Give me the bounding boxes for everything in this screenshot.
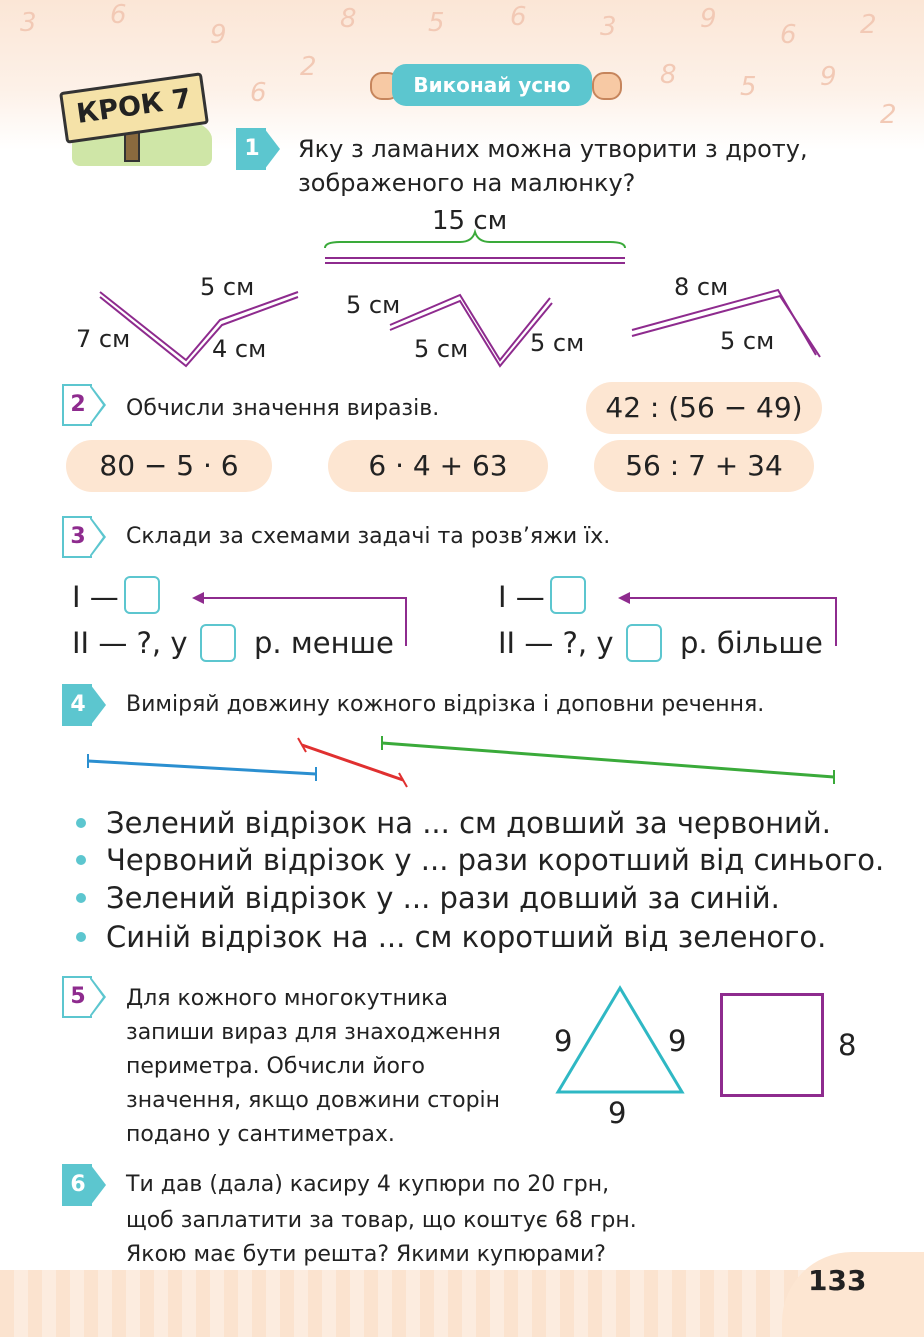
deco-digit: 8 [660,60,677,90]
task2-text: Обчисли значення виразів. [126,396,440,421]
segment-length: 8 см [674,273,729,301]
scheme-arrow [614,586,840,656]
scheme-row1-label: І — [498,580,545,614]
expression-pill: 6 · 4 + 63 [328,440,548,492]
deco-digit: 5 [740,72,757,102]
task-number-badge [62,1164,106,1206]
bullet-icon [76,893,86,903]
deco-digit: 6 [510,2,527,32]
answer-box[interactable] [124,576,160,614]
task6-text-line: Якою має бути решта? Якими купюрами? [126,1242,606,1267]
task-number: 2 [70,392,86,417]
deco-digit: 9 [210,20,227,50]
task5-text-line: подано у сантиметрах. [126,1122,395,1147]
scheme-row2-suffix: р. більше [680,626,823,660]
green-segment [382,743,834,777]
segments-figure [80,730,850,800]
expression-pill: 80 − 5 · 6 [66,440,272,492]
answer-box[interactable] [550,576,586,614]
step-label: КРОК 7 [59,72,209,144]
deco-digit: 2 [880,100,897,130]
scheme-row2-label: ІІ — ?, у [498,626,614,660]
scheme-row2-suffix: р. менше [254,626,394,660]
section-title: Виконай усно [392,64,592,106]
sentence-item: Зелений відрізок у ... рази довший за синій. [106,881,780,915]
triangle-side-label: 9 [608,1096,627,1130]
bullet-icon [76,855,86,865]
segment-length: 5 см [720,327,775,355]
expression-pill: 42 : (56 − 49) [586,382,822,434]
deco-digit: 6 [780,20,797,50]
segment-length: 5 см [414,335,469,363]
task-number: 4 [70,692,86,717]
blue-segment [88,761,316,774]
deco-digit: 8 [340,4,357,34]
deco-digit: 6 [250,78,267,108]
task5-text-line: запиши вираз для знаходження [126,1020,501,1045]
deco-digit: 3 [600,12,617,42]
pointing-hand-icon [592,72,622,100]
task-number-badge [236,128,280,170]
square-side-label: 8 [838,1028,857,1062]
deco-digit: 9 [820,62,837,92]
segment-length: 7 см [76,325,131,353]
task5-text-line: Для кожного многокутника [126,986,448,1011]
task-number: 3 [70,524,86,549]
segment-length: 4 см [212,335,267,363]
task-number-badge [62,384,106,426]
task5-text-line: значення, якщо довжини сторін [126,1088,501,1113]
sentence-item: Зелений відрізок на ... см довший за червоний. [106,806,831,840]
sentence-item: Червоний відрізок у ... рази коротший від синього. [106,843,885,877]
task-number: 1 [244,136,260,161]
wire-length-label: 15 см [432,206,508,236]
deco-digit: 6 [110,0,127,30]
deco-digit: 2 [860,10,877,40]
bullet-icon [76,818,86,828]
segment-length: 5 см [346,291,401,319]
scheme-row2-label: ІІ — ?, у [72,626,188,660]
task6-text-line: щоб заплатити за товар, що коштує 68 грн. [126,1208,637,1233]
task-number: 6 [70,1172,86,1197]
triangle-side-label: 9 [554,1024,573,1058]
segment-length: 5 см [200,273,255,301]
deco-digit: 9 [700,4,717,34]
task1-text-line2: зображеного на малюнку? [298,169,636,197]
wire-diagram [320,228,630,268]
bullet-icon [76,932,86,942]
deco-digit: 5 [428,8,445,38]
page-number: 133 [808,1264,867,1297]
scheme-row1-label: І — [72,580,119,614]
task-number-badge [62,684,106,726]
task-number: 5 [70,984,86,1009]
task-number-badge [62,516,106,558]
task3-text: Склади за схемами задачі та розв’яжи їх. [126,524,611,549]
scheme-arrow [188,586,414,656]
task4-text: Виміряй довжину кожного відрізка і доповни речення. [126,692,765,717]
task1-text-line1: Яку з ламаних можна утворити з дроту, [298,135,808,163]
sentence-item: Синій відрізок на ... см коротший від зеленого. [106,920,827,954]
segment-length: 5 см [530,329,585,357]
red-segment [302,745,403,780]
triangle-side-label: 9 [668,1024,687,1058]
square-figure [720,993,824,1097]
task6-text-line: Ти дав (дала) касиру 4 купюри по 20 грн, [126,1172,610,1197]
deco-digit: 2 [300,52,317,82]
deco-digit: 3 [20,8,37,38]
expression-pill: 56 : 7 + 34 [594,440,814,492]
task5-text-line: периметра. Обчисли його [126,1054,425,1079]
task-number-badge [62,976,106,1018]
